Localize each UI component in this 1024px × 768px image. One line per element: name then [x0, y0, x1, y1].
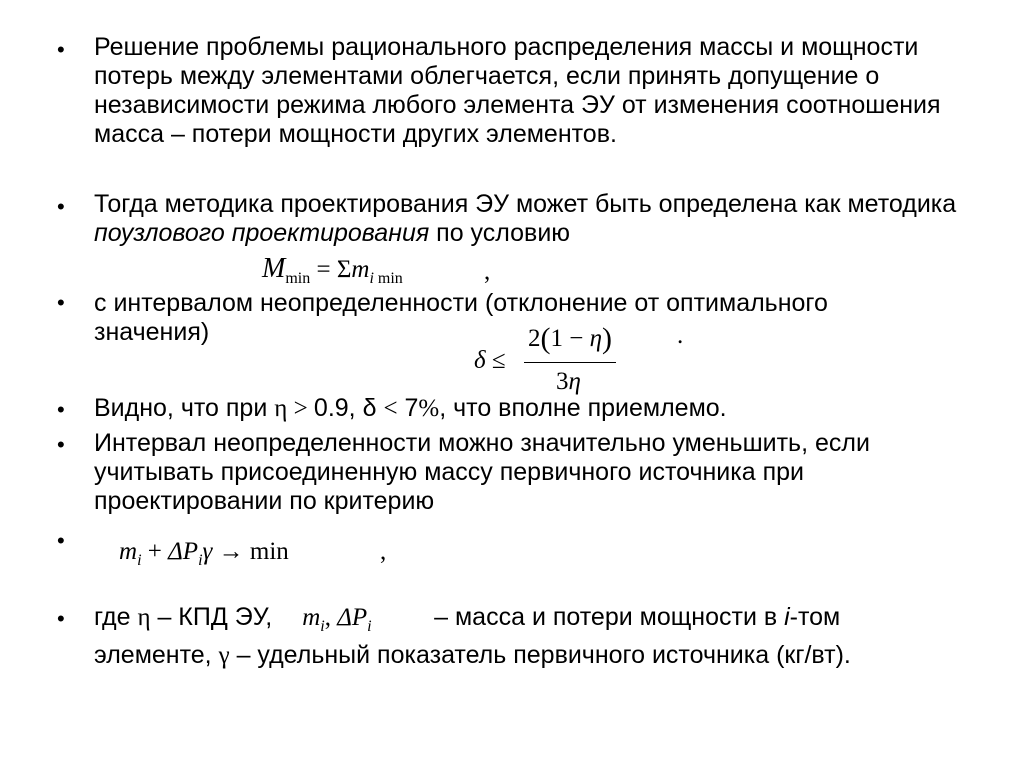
p7-m-sub: i — [320, 618, 325, 635]
paragraph-2-text: Тогда методика проектирования ЭУ может быть определена как методика — [94, 190, 957, 218]
paragraph-2 — [94, 190, 974, 248]
bullet-7: • — [57, 606, 65, 631]
crit-plus: + — [141, 538, 169, 565]
formula-m-trail: , — [484, 258, 491, 285]
p7-e: – удельный показатель первичного источника (кг/вт). — [229, 641, 851, 669]
p7-d: -том элементе, — [94, 603, 841, 669]
p7-formula — [272, 603, 427, 641]
p4-eta: η — [274, 395, 288, 422]
formula-criterion-trail: , — [380, 538, 387, 565]
p7-i: i — [784, 603, 790, 631]
formula-m-rhs-sub-i: i — [369, 270, 374, 287]
formula-m-rhs: m — [351, 256, 370, 283]
bullet-2: • — [57, 194, 65, 219]
p4-pct: % — [418, 395, 440, 422]
formula-den-3: 3 — [556, 368, 569, 395]
formula-m-rel: = Σ — [310, 256, 352, 283]
crit-min: min — [249, 538, 289, 565]
bullet-3: • — [57, 290, 65, 315]
p4-d: , что вполне приемлемо. — [439, 394, 727, 422]
formula-paren-close: ) — [602, 322, 613, 355]
p7-eta: η — [137, 604, 151, 631]
crit-m-sub: i — [137, 552, 142, 569]
crit-m: m — [119, 538, 138, 565]
p7-gamma: γ — [218, 642, 230, 669]
p4-lt: < — [383, 395, 398, 422]
bullet-4: • — [57, 397, 65, 422]
paragraph-4 — [94, 394, 974, 423]
paragraph-1: Решение проблемы рационального распределения массы и мощности потерь между элементами облегчается, если принять допущение о независимости режима любого элемента ЭУ от изменения соотношения масса – потери мощности других элементов. — [94, 33, 941, 148]
bullet-6: • — [57, 528, 65, 553]
paragraph-5: Интервал неопределенности можно значительно уменьшить, если учитывать присоединенную массу первичного источника при проектировании по критерию — [94, 429, 870, 515]
p7-c: – масса и потери мощности в — [427, 603, 785, 631]
bullet-1: • — [57, 37, 65, 62]
formula-paren-open: ( — [540, 322, 551, 355]
p7-m: m — [302, 604, 321, 631]
formula-m-lhs-sub: min — [285, 270, 311, 287]
crit-p-sub: i — [198, 552, 203, 569]
fraction-bar — [524, 362, 616, 363]
paragraph-3: с интервалом неопределенности (отклонение от оптимального значения) — [94, 289, 828, 346]
p7-b: – КПД ЭУ, — [150, 603, 273, 631]
formula-delta-symbol: δ — [474, 347, 486, 374]
p7-comma: , — [324, 604, 331, 631]
p7-dp-sub: i — [367, 618, 372, 635]
p4-b: 0.9, δ — [313, 394, 384, 422]
formula-num-mid: 1 − — [550, 325, 590, 352]
p7-dp: ΔP — [337, 604, 368, 631]
paragraph-2-italic: поузлового проектирования — [94, 219, 430, 247]
crit-dp: ΔP — [168, 538, 199, 565]
formula-den-eta: η — [568, 368, 581, 395]
formula-num-eta: η — [589, 325, 603, 352]
paragraph-7 — [94, 603, 934, 670]
crit-arrow: → — [212, 538, 250, 565]
formula-delta-lhs — [474, 347, 506, 375]
formula-delta-rel: ≤ — [485, 347, 506, 374]
p7-a: где — [94, 603, 138, 631]
formula-m-min — [262, 253, 403, 288]
p4-gt: > — [287, 395, 314, 422]
formula-m-rhs-sub: min — [373, 270, 403, 287]
p4-c: 7 — [397, 394, 419, 422]
formula-criterion — [119, 538, 289, 570]
p4-a: Видно, что при — [94, 394, 275, 422]
crit-gamma: γ — [202, 538, 213, 565]
bullet-5: • — [57, 432, 65, 457]
paragraph-2-tail: по условию — [429, 219, 571, 247]
formula-num-2: 2 — [528, 325, 541, 352]
formula-delta-numerator — [528, 322, 612, 356]
formula-delta-denominator — [556, 368, 581, 396]
paragraph-3-trail: . — [677, 322, 684, 349]
formula-m-lhs: M — [262, 253, 286, 284]
